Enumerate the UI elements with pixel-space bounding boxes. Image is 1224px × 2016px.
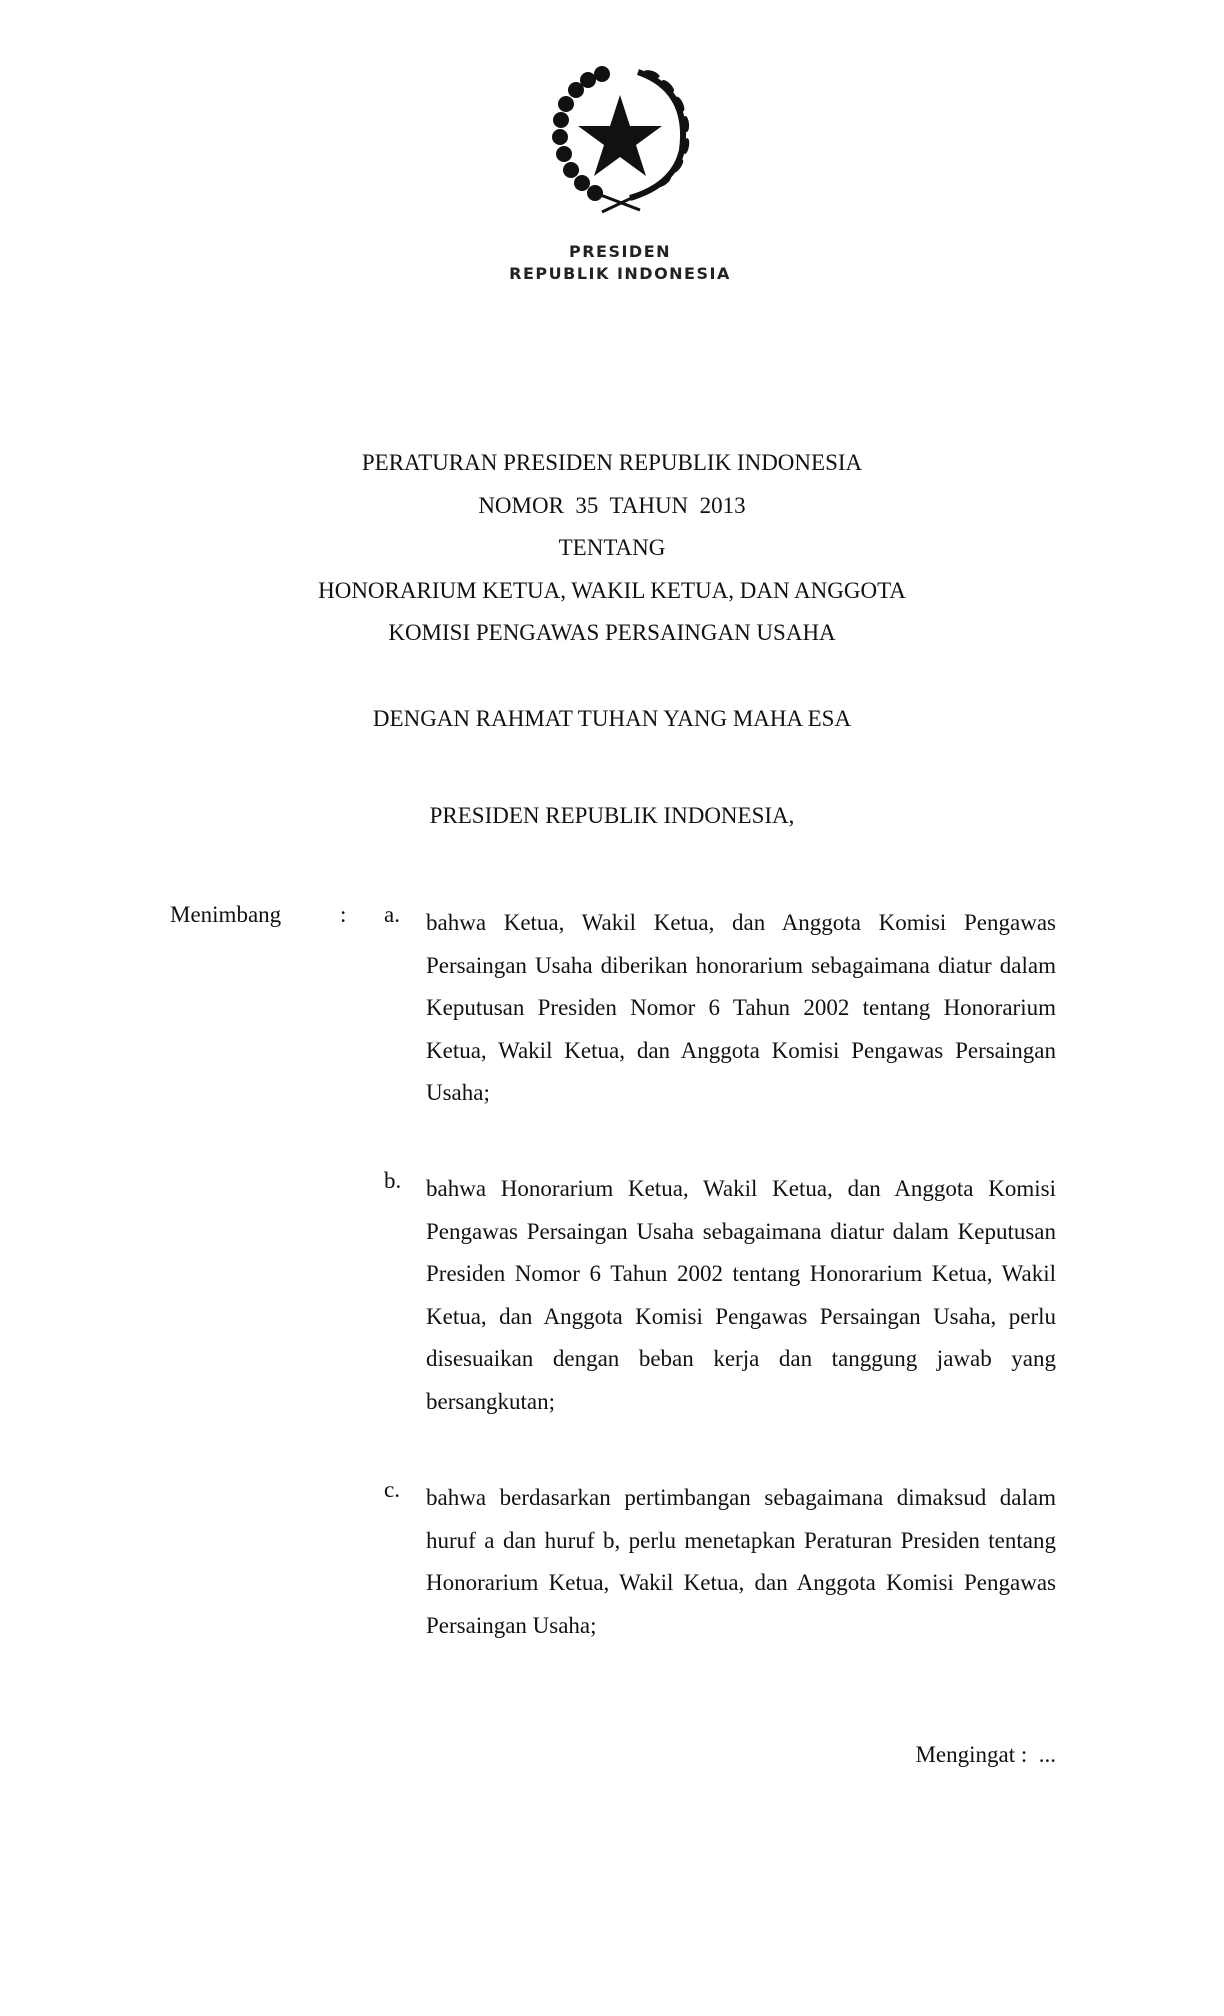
title-line: TENTANG	[558, 535, 666, 560]
title-line: NOMOR 35 TAHUN 2013	[478, 492, 746, 518]
star-icon	[578, 95, 662, 176]
consideration-item	[384, 1477, 1056, 1647]
letterhead-line-1: PRESIDEN	[568, 242, 672, 261]
item-letter: c.	[384, 1477, 400, 1502]
item-letter: b.	[384, 1168, 402, 1193]
presidential-emblem	[540, 60, 700, 220]
continuation-marker: Mengingat : ...	[915, 1742, 1056, 1767]
title-line: HONORARIUM KETUA, WAKIL KETUA, DAN ANGGOTA	[318, 577, 906, 603]
consideration-item	[384, 1168, 1056, 1423]
authority: PRESIDEN REPUBLIK INDONESIA,	[429, 803, 795, 828]
item-text: bahwa Honorarium Ketua, Wakil Ketua, dan Anggota Komisi Pengawas Persaingan Usaha sebagaimana diatur dalam Keputusan Presiden Nomor 6 Tahun 2002 tentang Honorarium Ketua, Wakil Ketua, dan Anggota Komisi Pengawas Persaingan Usaha, perlu disesuaikan dengan beban kerja dan tanggung jawab yang bersangkutan;	[426, 1176, 1056, 1414]
invocation: DENGAN RAHMAT TUHAN YANG MAHA ESA	[372, 706, 852, 731]
consideration-item	[384, 902, 1056, 1115]
menimbang-label: Menimbang	[170, 902, 282, 927]
title-line: PERATURAN PRESIDEN REPUBLIK INDONESIA	[361, 450, 863, 475]
title-line: KOMISI PENGAWAS PERSAINGAN USAHA	[388, 620, 836, 645]
item-letter: a.	[384, 902, 400, 927]
document-title	[0, 442, 1224, 655]
letterhead-line-2: REPUBLIK INDONESIA	[509, 264, 731, 283]
item-text: bahwa berdasarkan pertimbangan sebagaimana dimaksud dalam huruf a dan huruf b, perlu menetapkan Peraturan Presiden tentang Honorarium Ketua, Wakil Ketua, dan Anggota Komisi Pengawas Persaingan Usaha;	[426, 1485, 1056, 1638]
menimbang-colon: :	[340, 902, 347, 927]
item-text: bahwa Ketua, Wakil Ketua, dan Anggota Komisi Pengawas Persaingan Usaha diberikan honorarium sebagaimana diatur dalam Keputusan Presiden Nomor 6 Tahun 2002 tentang Honorarium Ketua, Wakil Ketua, dan Anggota Komisi Pengawas Persaingan Usaha;	[426, 910, 1056, 1105]
